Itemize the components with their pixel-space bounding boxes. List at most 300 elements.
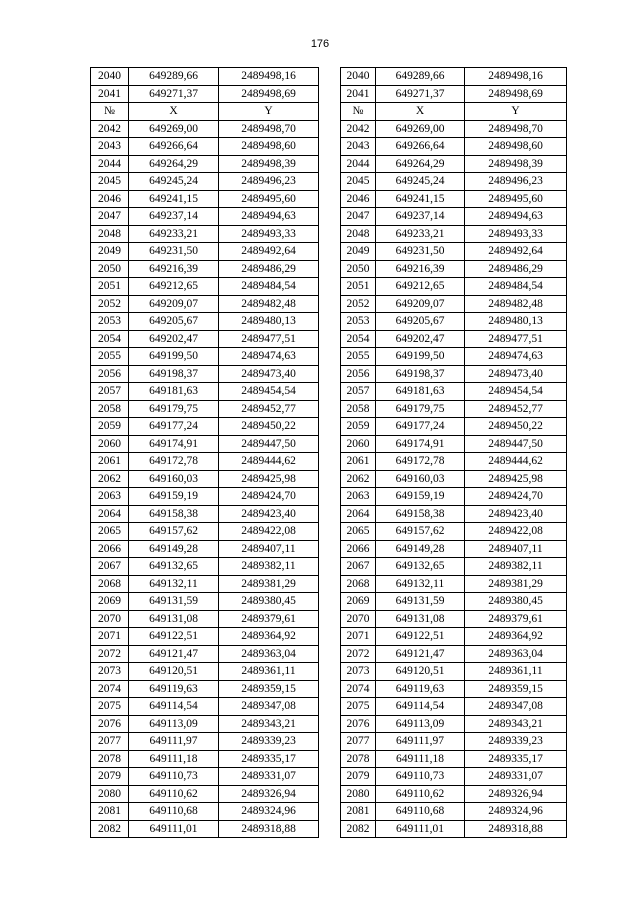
x-coordinate-cell: 649131,59 <box>376 593 465 611</box>
y-coordinate-cell: 2489335,17 <box>465 750 567 768</box>
point-number-cell: 2048 <box>91 225 129 243</box>
y-coordinate-cell: 2489324,96 <box>465 803 567 821</box>
y-coordinate-cell: 2489361,11 <box>219 663 319 681</box>
table-row <box>341 733 567 751</box>
table-row <box>91 645 319 663</box>
x-coordinate-cell: 649264,29 <box>129 155 219 173</box>
x-coordinate-cell: 649212,65 <box>376 278 465 296</box>
point-number-cell: 2060 <box>341 435 376 453</box>
point-number-cell: 2076 <box>91 715 129 733</box>
x-coordinate-cell: 649205,67 <box>376 313 465 331</box>
y-coordinate-cell: 2489454,54 <box>465 383 567 401</box>
y-coordinate-cell: 2489477,51 <box>219 330 319 348</box>
x-coordinate-cell: 649198,37 <box>376 365 465 383</box>
point-number-cell: 2065 <box>91 523 129 541</box>
x-coordinate-cell: 649177,24 <box>376 418 465 436</box>
x-coordinate-cell: 649111,18 <box>129 750 219 768</box>
point-number-cell: 2052 <box>341 295 376 313</box>
table-row <box>91 190 319 208</box>
y-coordinate-cell: 2489498,16 <box>465 68 567 86</box>
y-coordinate-cell: 2489444,62 <box>465 453 567 471</box>
table-row <box>341 330 567 348</box>
y-coordinate-cell: 2489498,70 <box>219 120 319 138</box>
x-coordinate-cell: 649216,39 <box>129 260 219 278</box>
table-row <box>341 523 567 541</box>
point-number-cell: 2055 <box>91 348 129 366</box>
table-row <box>341 680 567 698</box>
x-coordinate-cell: 649179,75 <box>376 400 465 418</box>
x-coordinate-cell: 649237,14 <box>376 208 465 226</box>
point-number-cell: 2067 <box>91 558 129 576</box>
x-coordinate-cell: 649172,78 <box>129 453 219 471</box>
x-coordinate-cell: 649110,62 <box>129 785 219 803</box>
point-number-cell: 2042 <box>341 120 376 138</box>
table-row <box>91 680 319 698</box>
y-coordinate-cell: 2489331,07 <box>219 768 319 786</box>
point-number-cell: 2072 <box>341 645 376 663</box>
point-number-cell: 2080 <box>91 785 129 803</box>
y-coordinate-cell: 2489423,40 <box>465 505 567 523</box>
y-coordinate-cell: 2489424,70 <box>219 488 319 506</box>
y-coordinate-cell: Y <box>465 103 567 121</box>
table-row <box>91 820 319 838</box>
table-row <box>341 558 567 576</box>
y-coordinate-cell: 2489498,39 <box>219 155 319 173</box>
point-number-cell: 2081 <box>341 803 376 821</box>
table-row <box>341 243 567 261</box>
point-number-cell: 2068 <box>341 575 376 593</box>
y-coordinate-cell: 2489422,08 <box>465 523 567 541</box>
table-row <box>91 523 319 541</box>
point-number-cell: 2066 <box>341 540 376 558</box>
x-coordinate-cell: 649160,03 <box>376 470 465 488</box>
x-coordinate-cell: 649266,64 <box>376 138 465 156</box>
point-number-cell: 2059 <box>91 418 129 436</box>
y-coordinate-cell: 2489452,77 <box>465 400 567 418</box>
coordinate-tables <box>90 67 567 843</box>
y-coordinate-cell: 2489339,23 <box>219 733 319 751</box>
x-coordinate-cell: 649174,91 <box>129 435 219 453</box>
y-coordinate-cell: 2489359,15 <box>465 680 567 698</box>
x-coordinate-cell: 649131,08 <box>376 610 465 628</box>
point-number-cell: 2051 <box>91 278 129 296</box>
table-row <box>341 750 567 768</box>
y-coordinate-cell: 2489492,64 <box>465 243 567 261</box>
x-coordinate-cell: 649271,37 <box>129 85 219 103</box>
y-coordinate-cell: 2489496,23 <box>465 173 567 191</box>
table-row <box>91 803 319 821</box>
point-number-cell: 2070 <box>91 610 129 628</box>
point-number-cell: 2055 <box>341 348 376 366</box>
y-coordinate-cell: 2489407,11 <box>219 540 319 558</box>
table-row <box>341 663 567 681</box>
y-coordinate-cell: 2489343,21 <box>465 715 567 733</box>
table-row <box>91 365 319 383</box>
x-coordinate-cell: 649119,63 <box>129 680 219 698</box>
x-coordinate-cell: 649177,24 <box>129 418 219 436</box>
table-row <box>341 155 567 173</box>
y-coordinate-cell: 2489498,16 <box>219 68 319 86</box>
table-row <box>341 820 567 838</box>
y-coordinate-cell: 2489480,13 <box>465 313 567 331</box>
y-coordinate-cell: 2489363,04 <box>465 645 567 663</box>
right-table-body <box>341 68 567 838</box>
x-coordinate-cell: 649160,03 <box>129 470 219 488</box>
point-number-cell: 2079 <box>341 768 376 786</box>
point-number-cell: 2050 <box>91 260 129 278</box>
y-coordinate-cell: 2489331,07 <box>465 768 567 786</box>
table-row <box>341 768 567 786</box>
table-row <box>91 733 319 751</box>
table-row <box>91 488 319 506</box>
y-coordinate-cell: 2489495,60 <box>465 190 567 208</box>
y-coordinate-cell: 2489477,51 <box>465 330 567 348</box>
table-row <box>341 785 567 803</box>
y-coordinate-cell: 2489493,33 <box>219 225 319 243</box>
table-header-row <box>341 103 567 121</box>
table-row <box>91 243 319 261</box>
x-coordinate-cell: 649181,63 <box>376 383 465 401</box>
y-coordinate-cell: 2489494,63 <box>465 208 567 226</box>
table-row <box>91 558 319 576</box>
point-number-cell: 2053 <box>341 313 376 331</box>
table-header-row <box>91 103 319 121</box>
table-row <box>341 260 567 278</box>
x-coordinate-cell: X <box>376 103 465 121</box>
y-coordinate-cell: 2489326,94 <box>465 785 567 803</box>
table-row <box>91 278 319 296</box>
y-coordinate-cell: 2489361,11 <box>465 663 567 681</box>
point-number-cell: 2040 <box>341 68 376 86</box>
x-coordinate-cell: 649157,62 <box>376 523 465 541</box>
point-number-cell: 2069 <box>341 593 376 611</box>
point-number-cell: 2068 <box>91 575 129 593</box>
y-coordinate-cell: 2489335,17 <box>219 750 319 768</box>
point-number-cell: 2078 <box>91 750 129 768</box>
point-number-cell: 2069 <box>91 593 129 611</box>
y-coordinate-cell: 2489380,45 <box>219 593 319 611</box>
point-number-cell: 2066 <box>91 540 129 558</box>
table-row <box>91 418 319 436</box>
table-row <box>91 348 319 366</box>
point-number-cell: 2075 <box>341 698 376 716</box>
x-coordinate-cell: 649113,09 <box>129 715 219 733</box>
point-number-cell: 2073 <box>341 663 376 681</box>
left-table-body <box>91 68 319 838</box>
x-coordinate-cell: 649266,64 <box>129 138 219 156</box>
y-coordinate-cell: 2489407,11 <box>465 540 567 558</box>
point-number-cell: 2081 <box>91 803 129 821</box>
y-coordinate-cell: 2489474,63 <box>219 348 319 366</box>
table-row <box>341 190 567 208</box>
point-number-cell: 2082 <box>341 820 376 838</box>
x-coordinate-cell: 649179,75 <box>129 400 219 418</box>
point-number-cell: 2045 <box>91 173 129 191</box>
x-coordinate-cell: 649120,51 <box>129 663 219 681</box>
x-coordinate-cell: 649289,66 <box>129 68 219 86</box>
x-coordinate-cell: 649121,47 <box>376 645 465 663</box>
point-number-cell: 2046 <box>341 190 376 208</box>
x-coordinate-cell: 649216,39 <box>376 260 465 278</box>
table-row <box>91 540 319 558</box>
x-coordinate-cell: 649158,38 <box>129 505 219 523</box>
table-row <box>341 593 567 611</box>
point-number-cell: 2067 <box>341 558 376 576</box>
x-coordinate-cell: 649131,08 <box>129 610 219 628</box>
point-number-cell: 2046 <box>91 190 129 208</box>
x-coordinate-cell: 649269,00 <box>376 120 465 138</box>
table-row <box>341 120 567 138</box>
point-number-cell: 2072 <box>91 645 129 663</box>
point-number-cell: 2051 <box>341 278 376 296</box>
y-coordinate-cell: 2489480,13 <box>219 313 319 331</box>
point-number-cell: 2074 <box>91 680 129 698</box>
y-coordinate-cell: 2489495,60 <box>219 190 319 208</box>
y-coordinate-cell: 2489347,08 <box>465 698 567 716</box>
x-coordinate-cell: 649132,65 <box>129 558 219 576</box>
point-number-cell: 2065 <box>341 523 376 541</box>
table-row <box>341 435 567 453</box>
point-number-cell: 2076 <box>341 715 376 733</box>
x-coordinate-cell: 649209,07 <box>376 295 465 313</box>
y-coordinate-cell: 2489484,54 <box>219 278 319 296</box>
table-row <box>91 628 319 646</box>
x-coordinate-cell: 649202,47 <box>376 330 465 348</box>
point-number-cell: 2040 <box>91 68 129 86</box>
table-row <box>341 645 567 663</box>
y-coordinate-cell: 2489379,61 <box>219 610 319 628</box>
point-number-cell: 2054 <box>341 330 376 348</box>
point-number-cell: 2078 <box>341 750 376 768</box>
y-coordinate-cell: 2489496,23 <box>219 173 319 191</box>
y-coordinate-cell: 2489339,23 <box>465 733 567 751</box>
table-row <box>341 383 567 401</box>
x-coordinate-cell: 649241,15 <box>376 190 465 208</box>
y-coordinate-cell: 2489498,60 <box>465 138 567 156</box>
table-row <box>91 575 319 593</box>
y-coordinate-cell: 2489474,63 <box>465 348 567 366</box>
table-row <box>91 313 319 331</box>
table-row <box>91 785 319 803</box>
x-coordinate-cell: 649241,15 <box>129 190 219 208</box>
table-row <box>91 295 319 313</box>
table-row <box>341 173 567 191</box>
x-coordinate-cell: 649111,01 <box>129 820 219 838</box>
x-coordinate-cell: 649132,65 <box>376 558 465 576</box>
table-row <box>91 698 319 716</box>
x-coordinate-cell: 649114,54 <box>376 698 465 716</box>
point-number-cell: 2082 <box>91 820 129 838</box>
x-coordinate-cell: 649199,50 <box>129 348 219 366</box>
y-coordinate-cell: 2489498,69 <box>219 85 319 103</box>
table-row <box>341 628 567 646</box>
table-row <box>341 610 567 628</box>
left-coordinate-table <box>90 67 319 838</box>
point-number-cell: 2053 <box>91 313 129 331</box>
point-number-cell: 2071 <box>91 628 129 646</box>
y-coordinate-cell: Y <box>219 103 319 121</box>
x-coordinate-cell: 649113,09 <box>376 715 465 733</box>
y-coordinate-cell: 2489450,22 <box>219 418 319 436</box>
x-coordinate-cell: 649111,01 <box>376 820 465 838</box>
y-coordinate-cell: 2489447,50 <box>219 435 319 453</box>
table-row <box>341 453 567 471</box>
point-number-cell: 2050 <box>341 260 376 278</box>
y-coordinate-cell: 2489492,64 <box>219 243 319 261</box>
point-number-cell: 2044 <box>341 155 376 173</box>
point-number-cell: 2043 <box>91 138 129 156</box>
point-number-cell: 2044 <box>91 155 129 173</box>
x-coordinate-cell: 649205,67 <box>129 313 219 331</box>
x-coordinate-cell: 649198,37 <box>129 365 219 383</box>
y-coordinate-cell: 2489486,29 <box>219 260 319 278</box>
y-coordinate-cell: 2489482,48 <box>465 295 567 313</box>
point-number-cell: 2073 <box>91 663 129 681</box>
point-number-cell: 2057 <box>341 383 376 401</box>
y-coordinate-cell: 2489380,45 <box>465 593 567 611</box>
point-number-cell: 2047 <box>91 208 129 226</box>
point-number-cell: 2064 <box>91 505 129 523</box>
point-number-cell: 2059 <box>341 418 376 436</box>
x-coordinate-cell: 649212,65 <box>129 278 219 296</box>
x-coordinate-cell: 649111,97 <box>129 733 219 751</box>
x-coordinate-cell: 649122,51 <box>376 628 465 646</box>
point-number-cell: 2043 <box>341 138 376 156</box>
point-number-cell: 2052 <box>91 295 129 313</box>
table-row <box>91 260 319 278</box>
point-number-cell: 2062 <box>91 470 129 488</box>
x-coordinate-cell: 649233,21 <box>376 225 465 243</box>
table-row <box>341 348 567 366</box>
y-coordinate-cell: 2489473,40 <box>465 365 567 383</box>
table-row <box>91 453 319 471</box>
x-coordinate-cell: 649181,63 <box>129 383 219 401</box>
y-coordinate-cell: 2489364,92 <box>219 628 319 646</box>
x-coordinate-cell: 649110,73 <box>129 768 219 786</box>
table-row <box>341 85 567 103</box>
y-coordinate-cell: 2489450,22 <box>465 418 567 436</box>
point-number-cell: 2075 <box>91 698 129 716</box>
table-row <box>341 488 567 506</box>
table-row <box>341 138 567 156</box>
table-row <box>91 225 319 243</box>
point-number-cell: 2060 <box>91 435 129 453</box>
table-row <box>341 715 567 733</box>
table-row <box>341 68 567 86</box>
y-coordinate-cell: 2489484,54 <box>465 278 567 296</box>
point-number-cell: 2049 <box>91 243 129 261</box>
table-row <box>341 295 567 313</box>
y-coordinate-cell: 2489318,88 <box>219 820 319 838</box>
point-number-cell: 2056 <box>341 365 376 383</box>
y-coordinate-cell: 2489498,69 <box>465 85 567 103</box>
x-coordinate-cell: 649174,91 <box>376 435 465 453</box>
x-coordinate-cell: 649159,19 <box>376 488 465 506</box>
point-number-cell: 2049 <box>341 243 376 261</box>
table-row <box>341 803 567 821</box>
y-coordinate-cell: 2489343,21 <box>219 715 319 733</box>
table-row <box>341 365 567 383</box>
x-coordinate-cell: 649110,68 <box>376 803 465 821</box>
x-coordinate-cell: 649271,37 <box>376 85 465 103</box>
y-coordinate-cell: 2489381,29 <box>219 575 319 593</box>
point-number-cell: 2063 <box>91 488 129 506</box>
x-coordinate-cell: 649245,24 <box>129 173 219 191</box>
y-coordinate-cell: 2489326,94 <box>219 785 319 803</box>
point-number-cell: 2056 <box>91 365 129 383</box>
point-number-cell: 2058 <box>91 400 129 418</box>
y-coordinate-cell: 2489494,63 <box>219 208 319 226</box>
table-row <box>91 383 319 401</box>
x-coordinate-cell: 649209,07 <box>129 295 219 313</box>
x-coordinate-cell: 649119,63 <box>376 680 465 698</box>
x-coordinate-cell: 649132,11 <box>129 575 219 593</box>
y-coordinate-cell: 2489482,48 <box>219 295 319 313</box>
point-number-cell: 2079 <box>91 768 129 786</box>
right-coordinate-table <box>340 67 567 838</box>
point-number-cell: 2077 <box>91 733 129 751</box>
table-row <box>341 540 567 558</box>
table-row <box>91 155 319 173</box>
point-number-cell: 2063 <box>341 488 376 506</box>
y-coordinate-cell: 2489359,15 <box>219 680 319 698</box>
y-coordinate-cell: 2489486,29 <box>465 260 567 278</box>
y-coordinate-cell: 2489423,40 <box>219 505 319 523</box>
x-coordinate-cell: 649110,62 <box>376 785 465 803</box>
table-row <box>91 330 319 348</box>
x-coordinate-cell: 649111,18 <box>376 750 465 768</box>
y-coordinate-cell: 2489493,33 <box>465 225 567 243</box>
y-coordinate-cell: 2489318,88 <box>465 820 567 838</box>
x-coordinate-cell: 649245,24 <box>376 173 465 191</box>
x-coordinate-cell: 649110,73 <box>376 768 465 786</box>
point-number-cell: 2058 <box>341 400 376 418</box>
x-coordinate-cell: 649231,50 <box>376 243 465 261</box>
table-row <box>341 313 567 331</box>
point-number-cell: № <box>91 103 129 121</box>
table-row <box>341 400 567 418</box>
y-coordinate-cell: 2489382,11 <box>219 558 319 576</box>
table-row <box>341 225 567 243</box>
point-number-cell: 2061 <box>91 453 129 471</box>
y-coordinate-cell: 2489473,40 <box>219 365 319 383</box>
x-coordinate-cell: X <box>129 103 219 121</box>
point-number-cell: 2080 <box>341 785 376 803</box>
table-row <box>341 418 567 436</box>
table-row <box>341 208 567 226</box>
y-coordinate-cell: 2489454,54 <box>219 383 319 401</box>
point-number-cell: 2047 <box>341 208 376 226</box>
table-row <box>91 505 319 523</box>
table-row <box>91 663 319 681</box>
y-coordinate-cell: 2489364,92 <box>465 628 567 646</box>
x-coordinate-cell: 649172,78 <box>376 453 465 471</box>
point-number-cell: 2074 <box>341 680 376 698</box>
y-coordinate-cell: 2489498,39 <box>465 155 567 173</box>
x-coordinate-cell: 649114,54 <box>129 698 219 716</box>
y-coordinate-cell: 2489382,11 <box>465 558 567 576</box>
y-coordinate-cell: 2489347,08 <box>219 698 319 716</box>
y-coordinate-cell: 2489425,98 <box>219 470 319 488</box>
point-number-cell: 2062 <box>341 470 376 488</box>
x-coordinate-cell: 649159,19 <box>129 488 219 506</box>
point-number-cell: 2048 <box>341 225 376 243</box>
point-number-cell: 2071 <box>341 628 376 646</box>
table-row <box>91 85 319 103</box>
point-number-cell: 2057 <box>91 383 129 401</box>
y-coordinate-cell: 2489363,04 <box>219 645 319 663</box>
table-row <box>91 120 319 138</box>
